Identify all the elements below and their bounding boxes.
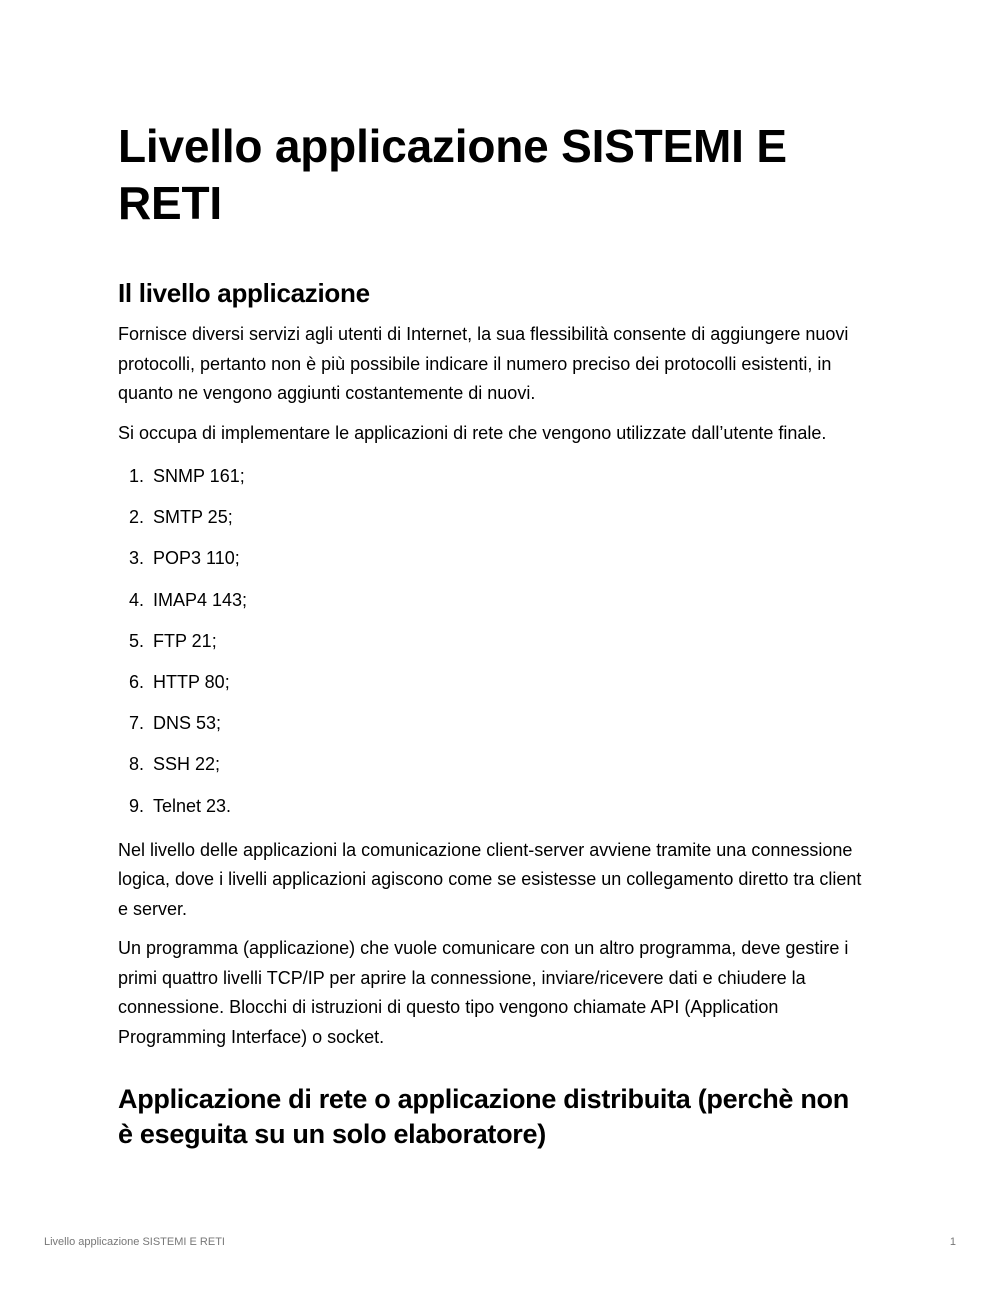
list-item-number: 1. bbox=[128, 466, 144, 486]
list-item-number: 4. bbox=[128, 589, 144, 610]
paragraph-intro: Fornisce diversi servizi agli utenti di Internet, la sua flessibilità consente di aggiungere nuovi protocolli, pertanto non è più possibile indicare il numero preciso dei protocolli esistenti, in quanto ne vengono aggiunti costantemente di nuovi. bbox=[118, 324, 849, 403]
list-item-text: FTP 21; bbox=[153, 630, 217, 651]
list-item-number: 9. bbox=[128, 795, 144, 816]
list-item-number: 2. bbox=[128, 507, 144, 528]
list-item-text: POP3 110; bbox=[153, 548, 240, 569]
list-item bbox=[118, 627, 863, 655]
section-heading-livello-applicazione: Il livello applicazione bbox=[118, 278, 370, 308]
paragraph-api-socket: Un programma (applicazione) che vuole comunicare con un altro programma, deve gestire i primi quattro livelli TCP/IP per aprire la connessione, inviare/ricevere dati e chiudere la connessione. Blocchi di istruzioni di questo tipo vengono chiamate API (Application Programming Interface) o socket. bbox=[118, 938, 849, 1047]
list-item-number: 7. bbox=[128, 713, 144, 734]
list-item-text: SNMP 161; bbox=[153, 466, 245, 486]
list-item-number: 6. bbox=[128, 671, 144, 692]
list-item-number: 3. bbox=[128, 548, 144, 569]
list-item bbox=[118, 792, 863, 820]
section-heading-applicazione-distribuita: Applicazione di rete o applicazione distribuita (perchè non è eseguita su un solo elaboratore) bbox=[118, 1084, 849, 1149]
list-item bbox=[118, 503, 863, 531]
paragraph-purpose: Si occupa di implementare le applicazioni di rete che vengono utilizzate dall’utente finale. bbox=[118, 422, 827, 443]
list-item-text: Telnet 23. bbox=[153, 795, 232, 816]
list-item-text: IMAP4 143; bbox=[153, 589, 248, 610]
list-item bbox=[118, 462, 863, 490]
document-page bbox=[118, 118, 863, 1152]
list-item bbox=[118, 668, 863, 696]
page-footer bbox=[44, 1235, 956, 1249]
footer-title: Livello applicazione SISTEMI E RETI bbox=[44, 1236, 225, 1248]
list-item-number: 5. bbox=[128, 630, 144, 651]
list-item-number: 8. bbox=[128, 754, 144, 775]
paragraph-client-server: Nel livello delle applicazioni la comunicazione client-server avviene tramite una connessione logica, dove i livelli applicazioni agiscono come se esistesse un collegamento diretto tra client e server. bbox=[118, 839, 862, 919]
page-number: 1 bbox=[949, 1236, 956, 1248]
list-item bbox=[118, 544, 863, 572]
list-item-text: DNS 53; bbox=[153, 713, 222, 734]
list-item-text: SSH 22; bbox=[153, 754, 221, 775]
protocol-list bbox=[118, 462, 863, 820]
list-item-text: HTTP 80; bbox=[153, 671, 230, 692]
document-title: Livello applicazione SISTEMI E RETI bbox=[118, 120, 787, 229]
list-item bbox=[118, 586, 863, 614]
list-item bbox=[118, 709, 863, 737]
list-item-text: SMTP 25; bbox=[153, 507, 233, 528]
list-item bbox=[118, 750, 863, 778]
